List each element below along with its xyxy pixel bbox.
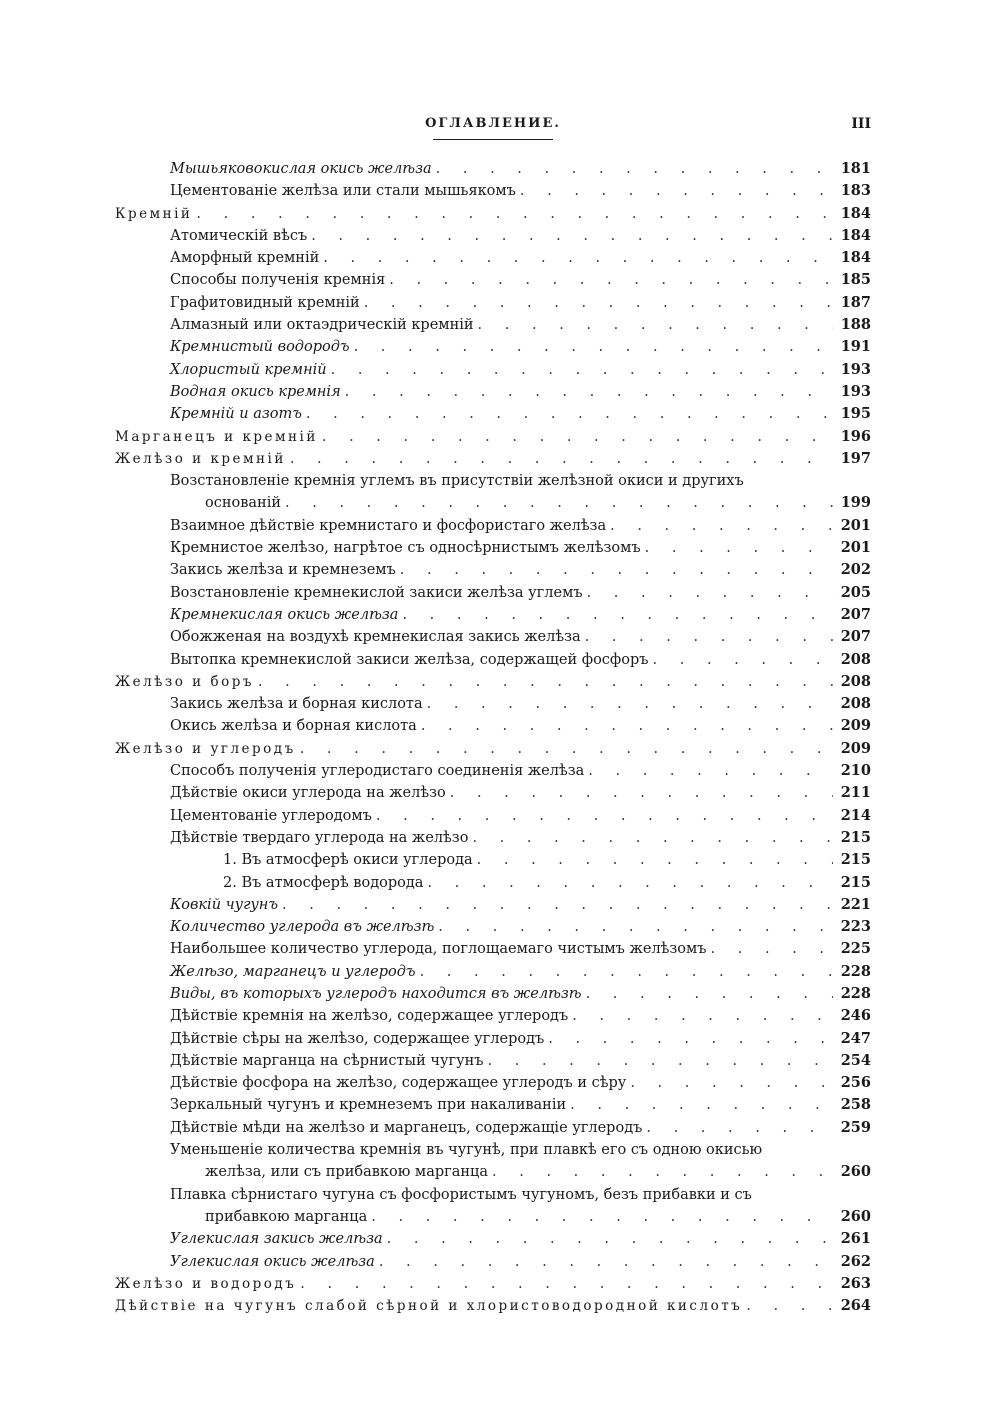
toc-entry [115, 492, 871, 514]
toc-entry-page: 195 [840, 405, 871, 423]
toc-entry-label: Желѣзо и углеродъ [115, 740, 296, 757]
toc-entry-label: 2. Въ атмосферѣ водорода [223, 874, 424, 891]
toc-entry-page: 208 [840, 650, 871, 668]
toc-entry-label: Кремній [115, 205, 193, 222]
toc-section [115, 203, 871, 225]
leader-dots [646, 1117, 833, 1139]
toc-section [115, 426, 871, 448]
toc-entry-page: 197 [840, 449, 871, 467]
toc-entry [115, 582, 871, 604]
toc-entry-label: Дѣйствіе мѣди на желѣзо и марганецъ, содержащіе углеродъ [170, 1119, 643, 1136]
toc-entry-label: Желѣзо и водородъ [115, 1275, 297, 1292]
toc-entry [115, 649, 871, 671]
leader-dots [472, 827, 833, 849]
toc-entry-label: 1. Въ атмосферѣ окиси углерода [223, 852, 473, 869]
toc-entry-label: Дѣйствіе кремнія на желѣзо, содержащее углеродъ [170, 1008, 569, 1025]
toc-entry-label: Взаимное дѣйствіе кремнистаго и фосфористаго желѣза [170, 517, 607, 534]
toc-entry-page: 207 [840, 605, 871, 623]
toc-entry-label: Наибольшее количество углерода, поглощаемаго чистымъ желѣзомъ [170, 941, 707, 958]
leader-dots [421, 715, 833, 737]
title-underline [433, 139, 553, 140]
leader-dots [477, 849, 833, 871]
leader-dots [420, 961, 833, 983]
toc-entry-first-line [115, 470, 871, 492]
toc-entry-page: 202 [840, 561, 871, 579]
leader-dots [282, 894, 833, 916]
toc-entry-page: 208 [840, 672, 871, 690]
toc-entry-label: Дѣйствіе окиси углерода на желѣзо [170, 785, 446, 802]
leader-dots [711, 938, 833, 960]
toc-entry-page: 256 [840, 1074, 871, 1092]
toc-entry [115, 894, 871, 916]
toc-entry [115, 827, 871, 849]
leader-dots [354, 336, 833, 358]
leader-dots [520, 180, 833, 202]
toc-entry-page: 185 [840, 271, 871, 289]
toc-entry [115, 1206, 871, 1228]
page-title: ОГЛАВЛЕНИЕ. [425, 116, 561, 131]
toc-entry-label: Дѣйствіе сѣры на желѣзо, содержащее углеродъ [170, 1030, 545, 1047]
toc-entry-page: 208 [840, 695, 871, 713]
leader-dots [402, 604, 833, 626]
toc-section [115, 1273, 871, 1295]
toc-entry [115, 180, 871, 202]
toc-entry-page: 263 [840, 1274, 871, 1292]
toc-entry [115, 626, 871, 648]
leader-dots [285, 492, 833, 514]
toc-entry-page: 259 [840, 1118, 871, 1136]
leader-dots [570, 1094, 833, 1116]
leader-dots [588, 760, 833, 782]
toc-entry [115, 961, 871, 983]
leader-dots [306, 403, 833, 425]
leader-dots [300, 1273, 833, 1295]
toc-entry-page: 228 [840, 984, 871, 1002]
toc-entry-page: 209 [840, 717, 871, 735]
toc-entry [115, 872, 871, 894]
toc-entry-page: 214 [840, 806, 871, 824]
leader-dots [400, 559, 833, 581]
toc-entry-page: 247 [840, 1029, 871, 1047]
toc-entry [115, 381, 871, 403]
toc-entry [115, 693, 871, 715]
toc-entry [115, 916, 871, 938]
toc-entry [115, 403, 871, 425]
toc-entry [115, 1161, 871, 1183]
toc-entry-label: Ковкій чугунъ [170, 896, 279, 913]
toc-entry-page: 187 [840, 293, 871, 311]
leader-dots [436, 158, 833, 180]
toc-entry-label: Уменьшеніе количества кремнія въ чугунѣ, при плавкѣ его съ одною окисью [170, 1142, 763, 1159]
toc-entry-label: Закись желѣза и кремнеземъ [170, 562, 396, 579]
toc-entry-page: 254 [840, 1051, 871, 1069]
toc-entry-page: 223 [840, 918, 871, 936]
toc-entry [115, 1228, 871, 1250]
leader-dots [548, 1028, 833, 1050]
toc-entry-label: Способъ полученія углеродистаго соединенія желѣза [170, 763, 585, 780]
toc-entry [115, 247, 871, 269]
toc-entry-label: Марганецъ и кремній [115, 428, 318, 445]
toc-entry-label: Способы полученія кремнія [170, 272, 386, 289]
toc-section [115, 1295, 871, 1317]
toc-entry [115, 1005, 871, 1027]
leader-dots [345, 381, 833, 403]
toc-entry [115, 604, 871, 626]
toc-entry [115, 1094, 871, 1116]
toc-entry-page: 260 [840, 1207, 871, 1225]
toc-entry-label: Углекислая окись желѣза [170, 1253, 375, 1270]
toc-entry [115, 359, 871, 381]
toc-entry-label: Желѣзо и кремній [115, 450, 286, 467]
toc-entry [115, 292, 871, 314]
toc-entry-page: 184 [840, 226, 871, 244]
toc-entry-label: Атомическій вѣсъ [170, 227, 308, 244]
toc-entry-page: 215 [840, 851, 871, 869]
leader-dots [478, 314, 833, 336]
toc-entry-page: 225 [840, 940, 871, 958]
toc-entry-label: Мышьяковокислая окись желѣза [170, 161, 432, 177]
toc-entry-label: Кремнекислая окись желѣза [170, 606, 399, 623]
toc-entry [115, 314, 871, 336]
toc-entry-label: Аморфный кремній [170, 250, 320, 267]
toc-entry-label: Возстановленіе кремнекислой закиси желѣза углемъ [170, 584, 583, 601]
leader-dots [371, 1206, 833, 1228]
leader-dots [587, 582, 833, 604]
leader-dots [653, 649, 833, 671]
toc-entry-label: Алмазный или октаэдрическій кремній [170, 317, 474, 334]
leader-dots [492, 1161, 833, 1183]
toc-entry [115, 537, 871, 559]
toc-entry-page: 215 [840, 828, 871, 846]
toc-entry-label: Углекислая закись желѣза [170, 1231, 383, 1248]
toc-entry-label: Виды, въ которыхъ углеродъ находится въ желѣзѣ [170, 985, 582, 1002]
toc-entry [115, 1050, 871, 1072]
toc-entry-label: Зеркальный чугунъ и кремнеземъ при накаливаніи [170, 1097, 567, 1114]
toc-entry-page: 228 [840, 962, 871, 980]
toc-entry-label: Вытопка кремнекислой закиси желѣза, содержащей фосфоръ [170, 651, 649, 668]
toc-entry-page: 199 [840, 494, 871, 512]
table-of-contents [115, 158, 871, 1317]
toc-entry [115, 158, 871, 180]
leader-dots [488, 1050, 833, 1072]
leader-dots [427, 693, 833, 715]
toc-entry-label: Количество углерода въ желѣзѣ [170, 919, 435, 936]
toc-entry-continuation: желѣза, или съ прибавкою марганца [205, 1164, 489, 1181]
leader-dots [290, 448, 833, 470]
toc-entry-continuation: прибавкою марганца [205, 1208, 368, 1225]
toc-entry [115, 269, 871, 291]
leader-dots [364, 292, 833, 314]
toc-entry-page: 211 [840, 784, 871, 802]
toc-entry-page: 181 [840, 160, 871, 177]
toc-entry [115, 849, 871, 871]
toc-entry-page: 196 [840, 427, 871, 445]
leader-dots [331, 359, 833, 381]
toc-section [115, 671, 871, 693]
toc-entry-label: Кремній и азотъ [170, 406, 302, 423]
toc-entry-page: 215 [840, 873, 871, 891]
page-header [115, 116, 871, 142]
toc-entry [115, 760, 871, 782]
leader-dots [389, 269, 833, 291]
leader-dots [586, 983, 833, 1005]
toc-entry-first-line [115, 1184, 871, 1206]
toc-entry-page: 209 [840, 739, 871, 757]
leader-dots [610, 515, 833, 537]
toc-entry-label: Графитовидный кремній [170, 294, 360, 311]
toc-entry-label: Цементованіе углеродомъ [170, 807, 372, 824]
leader-dots [323, 247, 833, 269]
leader-dots [196, 203, 833, 225]
toc-entry-label: Хлористый кремній [170, 361, 327, 378]
toc-entry-page: 261 [840, 1230, 871, 1248]
toc-entry-label: Плавка сѣрнистаго чугуна съ фосфористымъ чугуномъ, безъ прибавки и съ [170, 1186, 752, 1203]
toc-entry-page: 260 [840, 1163, 871, 1181]
toc-entry-label: Кремнистый водородъ [170, 339, 350, 356]
toc-entry-label: Кремнистое желѣзо, нагрѣтое съ односѣрнистымъ желѣзомъ [170, 540, 641, 557]
toc-entry-page: 258 [840, 1096, 871, 1114]
toc-entry-page: 201 [840, 539, 871, 557]
leader-dots [572, 1005, 833, 1027]
toc-entry-label: Дѣйствіе фосфора на желѣзо, содержащее углеродъ и сѣру [170, 1075, 627, 1092]
leader-dots [379, 1251, 833, 1273]
leader-dots [645, 537, 833, 559]
leader-dots [630, 1072, 833, 1094]
toc-entry-page: 221 [840, 895, 871, 913]
toc-entry-page: 193 [840, 360, 871, 378]
toc-entry-label: Цементованіе желѣза или стали мышьякомъ [170, 183, 516, 200]
leader-dots [427, 872, 833, 894]
toc-entry-page: 264 [840, 1297, 871, 1315]
toc-entry-page: 201 [840, 516, 871, 534]
toc-entry [115, 715, 871, 737]
toc-entry-label: Желѣзо, марганецъ и углеродъ [170, 963, 416, 980]
page-number: III [851, 116, 871, 132]
toc-entry [115, 1072, 871, 1094]
toc-entry [115, 559, 871, 581]
toc-entry-page: 262 [840, 1252, 871, 1270]
toc-entry-label: Закись желѣза и борная кислота [170, 696, 423, 713]
toc-entry-label: Окись желѣза и борная кислота [170, 718, 417, 735]
toc-section [115, 448, 871, 470]
toc-entry-page: 193 [840, 382, 871, 400]
toc-entry [115, 336, 871, 358]
toc-entry-page: 188 [840, 316, 871, 334]
toc-entry-page: 184 [840, 204, 871, 222]
toc-entry [115, 225, 871, 247]
toc-entry [115, 515, 871, 537]
toc-entry [115, 782, 871, 804]
toc-entry-label: Водная окись кремнія [170, 383, 341, 400]
toc-entry [115, 1117, 871, 1139]
toc-entry [115, 1028, 871, 1050]
toc-entry [115, 1251, 871, 1273]
toc-entry [115, 938, 871, 960]
leader-dots [387, 1228, 833, 1250]
toc-entry-page: 191 [840, 338, 871, 356]
leader-dots [311, 225, 833, 247]
leader-dots [746, 1295, 833, 1317]
toc-entry-label: Дѣйствіе марганца на сѣрнистый чугунъ [170, 1052, 484, 1069]
leader-dots [585, 626, 833, 648]
toc-entry-first-line [115, 1139, 871, 1161]
toc-entry-page: 210 [840, 762, 871, 780]
toc-entry-page: 246 [840, 1007, 871, 1025]
leader-dots [258, 671, 833, 693]
toc-entry-label: Дѣйствіе на чугунъ слабой сѣрной и хлористоводородной кислотъ [115, 1298, 743, 1315]
toc-entry [115, 805, 871, 827]
toc-entry-page: 184 [840, 249, 871, 267]
toc-section [115, 738, 871, 760]
leader-dots [450, 782, 833, 804]
toc-entry-label: Желѣзо и боръ [115, 673, 254, 690]
toc-entry-continuation: основаній [205, 495, 282, 512]
toc-entry [115, 983, 871, 1005]
leader-dots [322, 426, 833, 448]
toc-entry-page: 207 [840, 628, 871, 646]
toc-entry-label: Дѣйствіе твердаго углерода на желѣзо [170, 829, 469, 846]
leader-dots [376, 805, 833, 827]
leader-dots [438, 916, 833, 938]
leader-dots [300, 738, 833, 760]
toc-entry-label: Обожженая на воздухѣ кремнекислая закись желѣза [170, 629, 581, 646]
toc-entry-page: 205 [840, 583, 871, 601]
toc-entry-page: 183 [840, 182, 871, 200]
toc-entry-label: Возстановленіе кремнія углемъ въ присутствіи желѣзной окиси и другихъ [170, 473, 744, 490]
